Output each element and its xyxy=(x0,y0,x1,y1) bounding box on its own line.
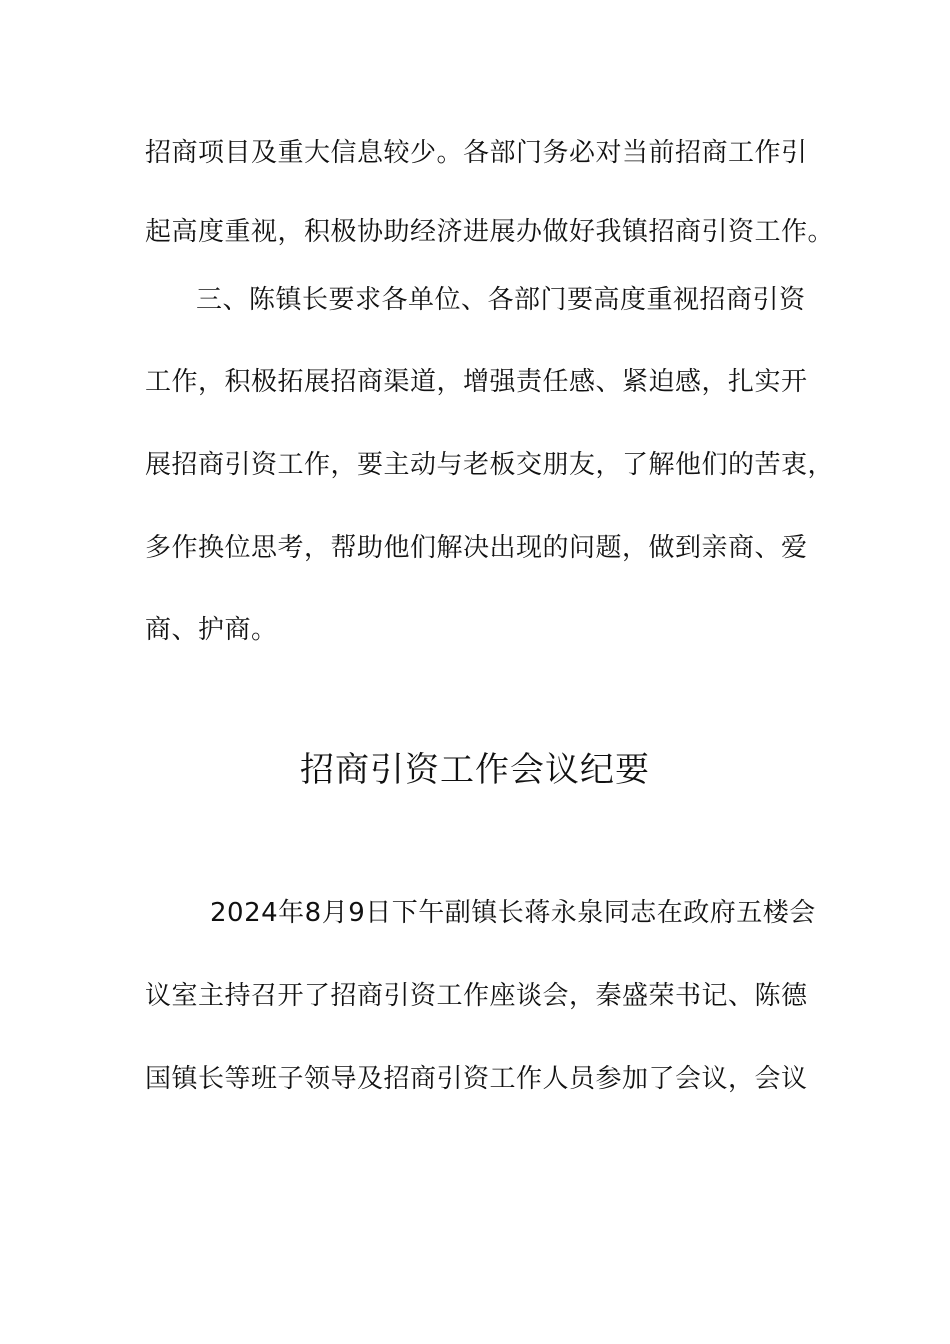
paragraph-line: 起高度重视，积极协助经济进展办做好我镇招商引资工作。 xyxy=(145,217,835,247)
paragraph-line: 多作换位思考，帮助他们解决出现的问题，做到亲商、爱 xyxy=(145,533,808,563)
paragraph-line: 议室主持召开了招商引资工作座谈会，秦盛荣书记、陈德 xyxy=(145,981,808,1011)
paragraph-line: 国镇长等班子领导及招商引资工作人员参加了会议，会议 xyxy=(145,1064,808,1094)
paragraph-line: 三、陈镇长要求各单位、各部门要高度重视招商引资 xyxy=(196,285,806,315)
paragraph-line: 招商项目及重大信息较少。各部门务必对当前招商工作引 xyxy=(145,138,808,168)
document-title: 招商引资工作会议纪要 xyxy=(300,750,650,790)
paragraph-line: 展招商引资工作，要主动与老板交朋友，了解他们的苦衷， xyxy=(145,450,835,480)
paragraph-line: 商、护商。 xyxy=(145,615,278,645)
paragraph-line: 2024年8月9日下午副镇长蒋永泉同志在政府五楼会 xyxy=(210,898,816,928)
paragraph-line: 工作，积极拓展招商渠道，增强责任感、紧迫感，扎实开 xyxy=(145,367,808,397)
